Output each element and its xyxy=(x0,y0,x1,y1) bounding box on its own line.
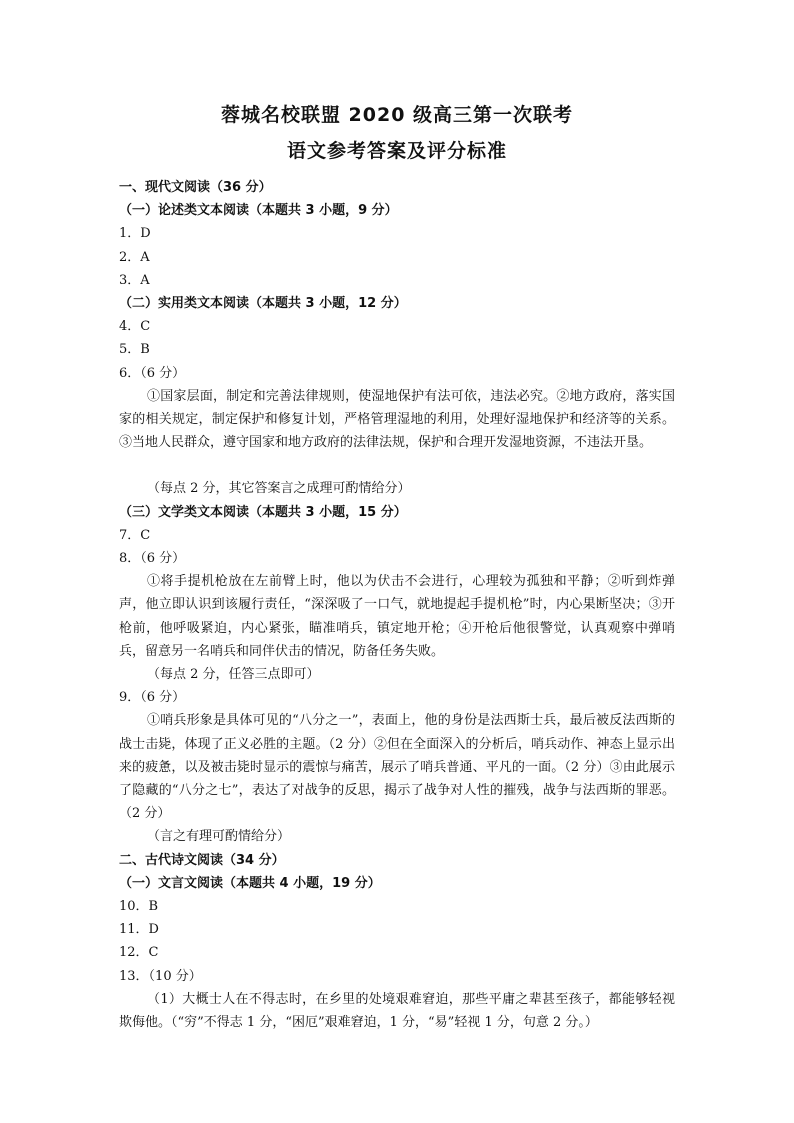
answer-line: 3．A xyxy=(119,272,150,288)
subsection-heading: （一）文言文阅读（本题共 4 小题，19 分） xyxy=(119,875,381,891)
exam-title: 蓉城名校联盟 2020 级高三第一次联考 xyxy=(220,104,574,126)
answer-line: 10．B xyxy=(119,898,159,914)
answer-line: 1．D xyxy=(119,226,151,242)
answer-line: 11．D xyxy=(119,922,159,938)
answer-paragraph: （1）大概士人在不得志时，在乡里的处境艰难窘迫，那些平庸之辈甚至孩子，都能够轻视欺侮他。（“穷”不得志 1 分，“困厄”艰难窘迫，1 分，“易”轻视 1 分，句意 2 分。） xyxy=(119,991,675,1030)
answer-paragraph: ①将手提机枪放在左前臂上时，他以为伏击不会进行，心理较为孤独和平静；②听到炸弹声，他立即认识到该履行责任，“深深吸了一口气，就地提起手提机枪”时，内心果断坚决；③开枪前，他呼吸紧迫，内心紧张，瞄准哨兵，镇定地开枪；④开枪后他很警觉，认真观察中弹哨兵，留意另一名哨兵和同伴伏击的情况，防备任务失败。 xyxy=(119,574,675,659)
section-heading: 二、古代诗文阅读（34 分） xyxy=(119,852,285,868)
scoring-note: （言之有理可酌情给分） xyxy=(147,829,291,845)
exam-subtitle: 语文参考答案及评分标准 xyxy=(286,140,507,162)
scoring-note: （每点 2 分，任答三点即可） xyxy=(147,667,320,683)
subsection-heading: （二）实用类文本阅读（本题共 3 小题，12 分） xyxy=(119,295,407,311)
answer-line: 4．C xyxy=(119,319,151,335)
answer-paragraph: ①国家层面，制定和完善法律规则，使湿地保护有法可依，违法必究。②地方政府，落实国家的相关规定，制定保护和修复计划，严格管理湿地的利用，处理好湿地保护和经济等的关系。③当地人民群众，遵守国家和地方政府的法律法规，保护和合理开发湿地资源，不违法开垦。 xyxy=(119,388,675,451)
answer-content xyxy=(119,176,675,1034)
section-heading: 一、现代文阅读（36 分） xyxy=(119,180,272,195)
subsection-heading: （一）论述类文本阅读（本题共 3 小题，9 分） xyxy=(119,203,398,219)
answer-line: 2．A xyxy=(119,249,150,265)
question-number: 13．（10 分） xyxy=(119,968,202,984)
answer-line: 5．B xyxy=(119,342,150,358)
question-number: 6．（6 分） xyxy=(119,365,186,381)
question-number: 8．（6 分） xyxy=(119,551,186,567)
question-number: 9．（6 分） xyxy=(119,690,186,706)
answer-line: 7．C xyxy=(119,527,151,543)
subsection-heading: （三）文学类文本阅读（本题共 3 小题，15 分） xyxy=(119,504,407,520)
scoring-note: （每点 2 分，其它答案言之成理可酌情给分） xyxy=(147,481,411,497)
answer-paragraph: ①哨兵形象是具体可见的“八分之一”，表面上，他的身份是法西斯士兵，最后被反法西斯的战士击毙，体现了正义必胜的主题。（2 分）②但在全面深入的分析后，哨兵动作、神态上显示出来的疲惫，以及被击毙时显示的震惊与痛苦，展示了哨兵普通、平凡的一面。（2 分）③由此展示了隐藏的“八分之七”，表达了对战争的反思，揭示了战争对人性的摧残，战争与法西斯的罪恶。（2 分） xyxy=(119,713,675,822)
answer-line: 12．C xyxy=(119,945,159,961)
